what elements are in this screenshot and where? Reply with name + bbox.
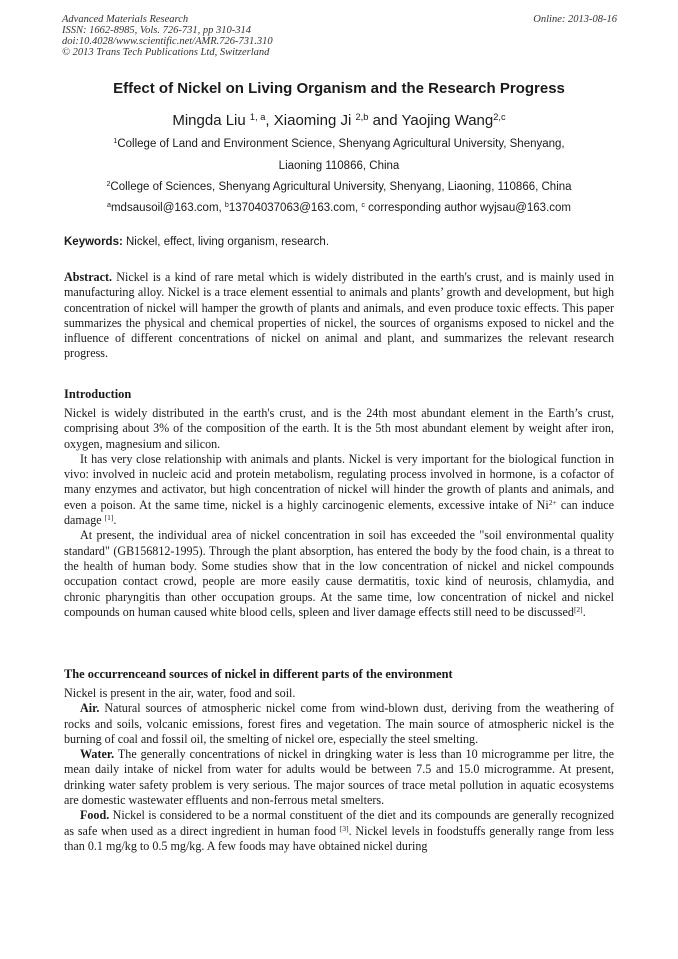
- sources-intro: Nickel is present in the air, water, food and soil.: [64, 686, 296, 700]
- affiliation-marker: 2: [106, 180, 111, 189]
- abstract: [64, 270, 614, 362]
- air-label: Air.: [80, 701, 100, 716]
- journal-copyright: © 2013 Trans Tech Publications Ltd, Switzerland: [62, 47, 270, 58]
- keywords-text: Nickel, effect, living organism, research.: [122, 236, 330, 248]
- online-date: Online: 2013-08-16: [533, 14, 617, 25]
- affiliation-1-cont: [0, 160, 678, 172]
- intro-paragraph-1: Nickel is widely distributed in the earth's crust, and is the 24th most abundant element in the Earth’s crust, comprising about 3% of the composition of the earth. It is the 5th most abundant element by weight after iron, oxygen, magnesium and silicon.: [64, 406, 614, 451]
- author-superscript: 2,c: [493, 111, 506, 122]
- intro-paragraph-3: [64, 528, 614, 620]
- introduction-body: [64, 406, 614, 620]
- intro-p2-text: It has very close relationship with animals and plants. Nickel is very important for the biological function in vivo: involved in nucleic acid and protein metabolism, regulating process involved in hormone, is a cofactor of many enzymes and activator, but high concentration of nickel will hinder the growth of plants and animals, and even a poison. At the same time, nickel is a highly carcinogenic elements, excessive intake of Ni: [64, 451, 614, 512]
- ion-charge: 2+: [548, 497, 557, 507]
- affiliation-text: College of Land and Environment Science, Shenyang Agricultural University, Shenyang,: [117, 138, 565, 150]
- journal-issn: ISSN: 1662-8985, Vols. 726-731, pp 310-314: [62, 25, 251, 36]
- email-marker: c: [361, 201, 365, 210]
- intro-p2-end: .: [113, 513, 117, 528]
- intro-p2-text-cont: can induce damage: [64, 497, 614, 528]
- food-paragraph: [64, 808, 614, 854]
- email-b[interactable]: 13704037063@163.com,: [228, 202, 362, 214]
- email-marker: a: [107, 201, 111, 210]
- citation-3[interactable]: [3]: [339, 823, 349, 833]
- journal-doi[interactable]: doi:10.4028/www.scientific.net/AMR.726-731.310: [62, 36, 273, 47]
- email-line: [0, 202, 678, 214]
- section-heading-introduction: Introduction: [64, 387, 132, 401]
- author-separator: and: [368, 112, 402, 129]
- air-paragraph: [64, 701, 614, 747]
- affiliation-2: [0, 181, 678, 193]
- section-heading-sources: The occurrenceand sources of nickel in different parts of the environment: [64, 667, 453, 681]
- journal-name: Advanced Materials Research: [62, 14, 189, 25]
- author-superscript: 2,b: [355, 111, 369, 122]
- food-text: Nickel is considered to be a normal constituent of the diet and its compounds are generally recognized as safe when used as a direct ingredient in human food: [64, 808, 614, 838]
- keywords: [64, 236, 329, 248]
- author-name: Yaojing Wang: [401, 112, 494, 129]
- paper-title: Effect of Nickel on Living Organism and the Research Progress: [113, 80, 565, 97]
- abstract-text: Nickel is a kind of rare metal which is widely distributed in the earth's crust, and is mainly used in manufacturing alloy. Nickel is a trace element essential to animals and plants’ growth and development, but high concentration of nickel will hamper the growth of plants and animals, and even produce toxic effects. This paper summarizes the physical and chemical properties of nickel, the sources of organisms exposed to nickel and the influence of different concentrations of nickel on animal and plant, and summarizes the relevant research progress.: [64, 270, 614, 361]
- affiliation-text: College of Sciences, Shenyang Agricultural University, Shenyang, Liaoning, 110866, China: [110, 181, 572, 193]
- water-paragraph: [64, 747, 614, 808]
- air-text: Natural sources of atmospheric nickel come from wind-blown dust, deriving from the weathering of rocks and soils, volcanic emissions, forest fires and vegetation. The main source of atmospheric nickel is the burning of coal and fossil oil, the smelting of nickel ore, especially the steel smelting.: [64, 701, 614, 746]
- citation-1[interactable]: [1]: [104, 512, 114, 522]
- journal-header: [62, 14, 617, 58]
- author-name: Xiaoming Ji: [273, 112, 352, 129]
- affiliation-text: Liaoning 110866, China: [278, 160, 400, 172]
- water-text: The generally concentrations of nickel in dringking water is less than 10 microgramme per litre, the mean daily intake of nickel from water for adults would be between 7.5 and 15.0 microgramme. At present, drinking water safety problem is very serious. The major sources of trace metal pollution in aquatic ecosystems are domestic wastewater effluents and non-ferrous metal smelters.: [64, 747, 614, 808]
- food-text-cont: . Nickel levels in foodstuffs generally range from less than 0.1 mg/kg to 0.5 mg/kg. A few foods may have obtained nickel during: [64, 823, 614, 853]
- intro-p3-end: .: [582, 604, 586, 619]
- sources-body: [64, 686, 614, 854]
- author-superscript: 1, a: [249, 111, 266, 122]
- keywords-label: Keywords:: [64, 236, 123, 248]
- author-name: Mingda Liu: [172, 112, 246, 129]
- author-separator: ,: [265, 112, 274, 129]
- author-list: [0, 112, 678, 129]
- email-c[interactable]: corresponding author wyjsau@163.com: [364, 202, 571, 214]
- food-label: Food.: [80, 808, 110, 823]
- intro-paragraph-2: [64, 452, 614, 528]
- affiliation-1: [0, 138, 678, 150]
- email-a[interactable]: mdsausoil@163.com,: [110, 202, 225, 214]
- citation-2[interactable]: [2]: [573, 604, 583, 614]
- abstract-label: Abstract.: [64, 270, 113, 284]
- water-label: Water.: [80, 747, 115, 762]
- affiliation-marker: 1: [113, 137, 118, 146]
- intro-p3-text: At present, the individual area of nickel concentration in soil has exceeded the "soil environmental quality standard" (GB156812-1995). Through the plant absorption, has entered the body by the food chain, is a threat to the health of human body. Some studies show that in the low concentration of nickel and nickel compounds occupation contact crowd, people are more easily cause dermatitis, toxic kind of neurosis, chlamydia, and chronic pharyngitis than other occupation groups. At the same time, low concentration of nickel and nickel compounds on human caused white blood cells, spleen and liver damage effects still need to be discussed: [64, 528, 614, 619]
- email-marker: b: [224, 201, 229, 210]
